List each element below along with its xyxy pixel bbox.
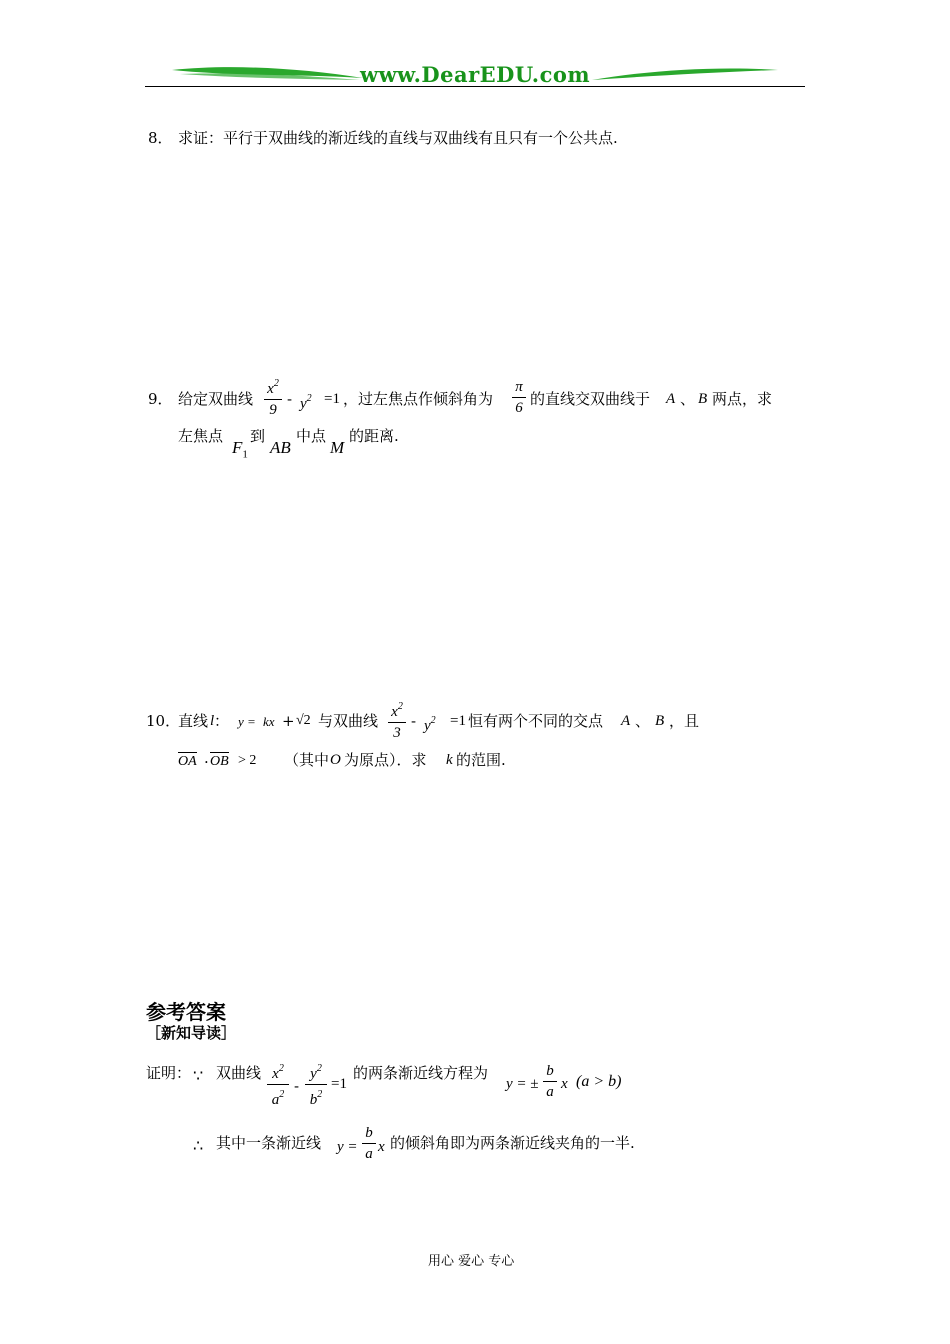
dot-product: · [204, 753, 209, 771]
fraction-x2-over-9: $x^2$ 9 [264, 375, 282, 419]
right-swoosh-decoration [590, 62, 780, 86]
math-y: $y^2$ [424, 715, 436, 734]
question-text: 左焦点 [178, 427, 224, 445]
question-text: 两点，求 [712, 390, 773, 408]
question-number: 8． [148, 129, 173, 147]
minus-sign: - [294, 1077, 300, 1095]
separator: 、 [680, 390, 696, 408]
point-b: B [698, 391, 708, 407]
var-k: k [446, 752, 453, 768]
point-m: M [330, 438, 345, 457]
point-b: B [655, 713, 665, 729]
math-y-equals: y = [337, 1139, 358, 1155]
question-text: 恒有两个不同的交点 [468, 712, 604, 730]
question-text: （其中 [284, 751, 330, 769]
question-text: ，过左焦点作倾斜角为 [343, 390, 494, 408]
sqrt-two: √2 [296, 713, 311, 728]
vector-oa: OA [178, 754, 197, 769]
condition: (a > b) [576, 1073, 622, 1090]
question-text: 中点 [296, 427, 327, 445]
question-text: 的距离. [349, 427, 399, 445]
therefore-symbol: ∴ [193, 1136, 204, 1155]
answer-text: 的两条渐近线方程为 [353, 1064, 489, 1082]
fraction-x2-over-3: $x^2$ 3 [388, 698, 406, 742]
point-f1: $F_1$ [232, 438, 248, 461]
fraction-x2-over-a2: $x^2$ $a^2$ [267, 1060, 289, 1109]
minus-sign: - [411, 712, 417, 730]
question-text: ，且 [669, 712, 700, 730]
fraction-y2-over-b2: $y^2$ $b^2$ [305, 1060, 327, 1109]
page-footer: 用心 爱心 专心 [428, 1254, 515, 1269]
segment-ab: AB [270, 438, 291, 457]
question-text: 直线 [178, 712, 209, 730]
math-x: x [378, 1139, 385, 1155]
point-a: A [666, 391, 676, 407]
answer-text: 其中一条渐近线 [216, 1134, 322, 1152]
math-y-equals: y = [238, 714, 256, 729]
origin-o: O [330, 752, 341, 768]
header-rule [145, 86, 805, 87]
question-number: 9． [148, 390, 173, 408]
minus-sign: - [287, 390, 293, 408]
vector-ob: OB [210, 754, 229, 769]
question-text: 的范围. [456, 751, 506, 769]
question-text: 求证：平行于双曲线的渐近线的直线与双曲线有且只有一个公共点. [178, 129, 618, 147]
proof-label: 证明： [146, 1064, 192, 1082]
math-kx: kx [263, 714, 275, 729]
line-l: l [210, 713, 215, 729]
question-text: 给定双曲线 [178, 390, 254, 408]
answer-text: 的倾斜角即为两条渐近线夹角的一半. [390, 1134, 635, 1152]
section-subtitle: ［新知导读］ [146, 1024, 237, 1042]
colon: ： [214, 712, 230, 730]
math-y-equals-pm: y = ± [506, 1076, 539, 1092]
math-y: $y^2$ [300, 393, 312, 412]
fraction-b-over-a: b a [362, 1124, 376, 1163]
answer-text: 双曲线 [216, 1064, 262, 1082]
site-logo: www.DearEDU.com [360, 62, 591, 87]
question-text: 到 [250, 427, 266, 445]
point-a: A [621, 713, 631, 729]
math-x: x [561, 1076, 568, 1092]
question-number: 10． [146, 712, 181, 730]
question-text: 与双曲线 [318, 712, 379, 730]
greater-than-two: > 2 [238, 753, 257, 768]
question-text: 为原点）．求 [344, 751, 427, 769]
left-swoosh-decoration [170, 60, 365, 86]
because-symbol: ∵ [193, 1066, 204, 1085]
equals-one: =1 [331, 1076, 347, 1092]
equals-one: =1 [450, 713, 466, 729]
section-title: 参考答案 [146, 1000, 226, 1024]
plus-sign: + [282, 712, 295, 730]
fraction-b-over-a: b a [543, 1062, 557, 1101]
separator: 、 [635, 712, 651, 730]
fraction-pi-over-6: π 6 [512, 378, 526, 417]
equals-one: =1 [324, 391, 340, 407]
question-text: 的直线交双曲线于 [530, 390, 651, 408]
